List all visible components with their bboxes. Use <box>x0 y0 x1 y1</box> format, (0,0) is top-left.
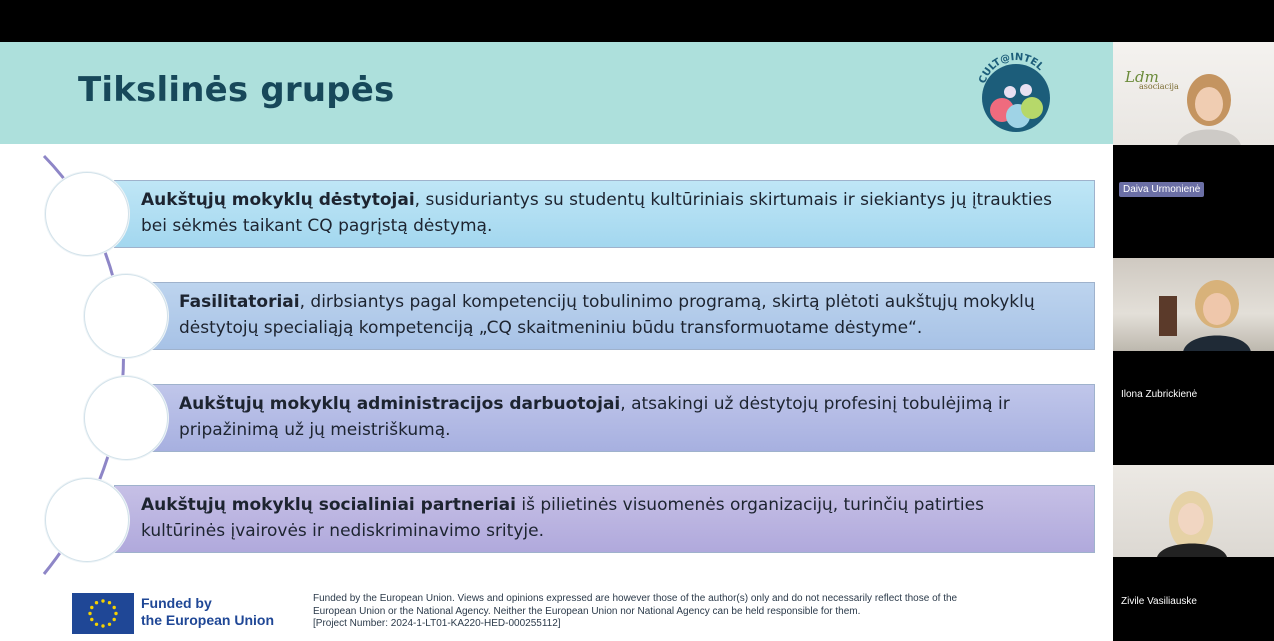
target-group-item-1 <box>114 180 1095 248</box>
eu-funding-label <box>141 595 274 629</box>
eu-flag-icon <box>72 593 134 634</box>
item-text: , atsakingi už dėstytojų profesinį tobulėjimą ir pripažinimą už jų meistriškumą. <box>179 394 1010 440</box>
eu-line-1: Funded by <box>141 595 212 611</box>
target-group-item-4 <box>114 485 1095 553</box>
slide-footer <box>0 587 1113 641</box>
timeline-circle-1 <box>45 172 129 256</box>
participant-2-avatar <box>1153 276 1253 351</box>
participant-name-2: Ilona Zubrickienė <box>1121 389 1198 400</box>
item-bold: Aukštųjų mokyklų socialiniai partneriai <box>141 495 516 515</box>
participant-video-1[interactable] <box>1113 42 1274 145</box>
participant-tile-2[interactable] <box>1113 147 1274 255</box>
meeting-top-bar <box>0 0 1274 42</box>
disclaimer <box>313 593 1073 631</box>
participant-video-3[interactable] <box>1113 465 1274 557</box>
slide-header <box>0 42 1113 144</box>
item-text: , susiduriantys su studentų kultūriniais skirtumais ir siekiantys jų įtraukties bei sėkmės taikant CQ pagrįstą dėstymą. <box>141 190 1052 236</box>
item-bold: Aukštųjų mokyklų administracijos darbuotojai <box>179 394 621 414</box>
slide-title: Tikslinės grupės <box>78 70 395 110</box>
logo-text: CULT@INTEL <box>977 52 1046 86</box>
timeline-circle-2 <box>84 274 168 358</box>
cult-intel-logo-icon <box>974 52 1058 136</box>
disclaimer-line-3: [Project Number: 2024-1-LT01-KA220-HED-000255112] <box>313 618 561 629</box>
disclaimer-line-1: Funded by the European Union. Views and opinions expressed are however those of the author(s) only and do not necessarily reflect those of the <box>313 593 958 604</box>
item-text: , dirbsiantys pagal kompetencijų tobulinimo programą, skirtą plėtoti aukštųjų mokyklų dėstytojų specialiąją kompetenciją „CQ skaitmeniniu būdu transformuotame dėstyme“. <box>179 292 1035 338</box>
participant-name-3: Zivile Vasiliauske <box>1121 596 1197 607</box>
eu-line-2: the European Union <box>141 612 274 628</box>
timeline-circle-3 <box>84 376 168 460</box>
disclaimer-line-2: European Union or the National Agency. Neither the European Union nor National Agency can be held responsible for them. <box>313 605 861 617</box>
participant-1-avatar <box>1157 66 1247 145</box>
timeline-circle-4 <box>45 478 129 562</box>
participant-tile-4[interactable] <box>1113 352 1274 462</box>
participant-3-avatar <box>1139 489 1239 557</box>
participant-name-1: Daiva Urmonienė <box>1119 182 1204 197</box>
item-text: iš pilietinės visuomenės organizacijų, turinčių patirties kultūrinės įvairovės ir nediskriminavimo srityje. <box>141 495 984 541</box>
target-group-item-2 <box>152 282 1095 350</box>
target-group-item-3 <box>152 384 1095 452</box>
shared-slide <box>0 42 1113 641</box>
participant-video-2[interactable] <box>1113 258 1274 351</box>
ldm-logo-sub: asociacija <box>1139 82 1179 91</box>
item-bold: Fasilitatoriai <box>179 292 300 312</box>
item-bold: Aukštųjų mokyklų dėstytojai <box>141 190 415 210</box>
ldm-logo-text: Ldm <box>1125 68 1159 86</box>
